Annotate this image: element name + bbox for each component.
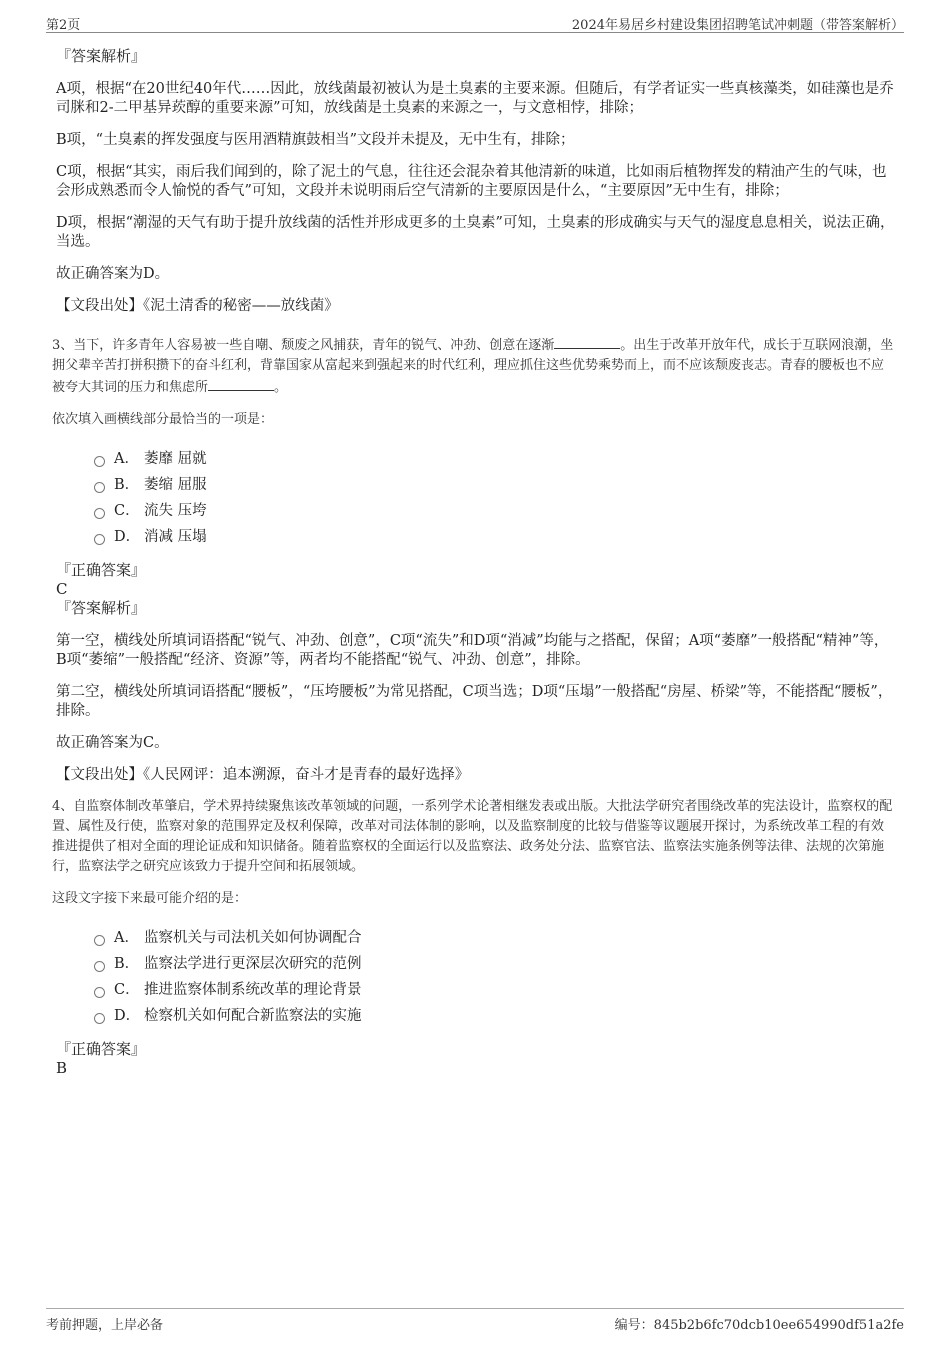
option-text: 萎缩 屈服 bbox=[144, 477, 207, 493]
q3-answer: C bbox=[56, 580, 68, 598]
q4-stem: 4、自监察体制改革肇启，学术界持续聚焦该改革领域的问题，一系列学术论著相继发表或出版。大批法学研究者围绕改革的宪法设计，监察权的配置、属性及行使，监察对象的范围界定及权利保障，改革对司法体制的影响，以及监察制度的比较与借鉴等议题展开探讨，为系统改革工程的有效推进提供了相对全面的理论证成和知识储备。随着监察权的全面运行以及监察法、政务处分法、监察官法、监察法实施条例等法律、法规的次第施行，监察法学之研究应该致力于提升空间和拓展领域。 bbox=[52, 799, 893, 874]
blank-line bbox=[208, 376, 274, 391]
q3-analysis-para: 第一空，横线处所填词语搭配“锐气、冲劲、创意”，C项“流失”和D项“消减”均能与之搭配，保留；A项“萎靡”一般搭配“精神”等，B项“萎缩”一般搭配“经济、资源”等，两者均不能搭配“锐气、冲劲、创意”，排除。 bbox=[56, 633, 889, 668]
option-text: 流失 压垮 bbox=[144, 503, 207, 519]
page-number: 第2页 bbox=[46, 18, 81, 33]
q3-stem bbox=[52, 334, 896, 398]
radio-icon[interactable] bbox=[94, 1013, 105, 1024]
q3-analysis-para: 第二空，横线处所填词语搭配“腰板”，“压垮腰板”为常见搭配，C项当选；D项“压塌”一般搭配“房屋、桥梁”等，不能搭配“腰板”，排除。 bbox=[56, 684, 893, 719]
radio-icon[interactable] bbox=[94, 482, 105, 493]
blank-line bbox=[554, 334, 620, 349]
option-text: 监察法学进行更深层次研究的范例 bbox=[144, 956, 362, 972]
option-text: 萎靡 屈就 bbox=[144, 451, 207, 467]
q3-source: 【文段出处】《人民网评：追本溯源，奋斗才是青春的最好选择》 bbox=[56, 767, 470, 783]
footer-code: 编号：845b2b6fc70dcb10ee654990df51a2fe bbox=[614, 1318, 904, 1333]
option-label: B． bbox=[114, 956, 140, 972]
q2-analysis-title: 『答案解析』 bbox=[56, 47, 147, 65]
option-label: B． bbox=[114, 477, 140, 493]
q3-stem-part3: 。 bbox=[274, 380, 288, 395]
q3-option-a[interactable] bbox=[94, 446, 896, 472]
radio-icon[interactable] bbox=[94, 961, 105, 972]
q2-source: 【文段出处】《泥土清香的秘密——放线菌》 bbox=[56, 298, 339, 314]
option-label: C． bbox=[114, 503, 140, 519]
page-content bbox=[52, 44, 896, 1077]
page-header bbox=[46, 14, 904, 33]
q2-analysis-para: A项，根据“在20世纪40年代……因此，放线菌最初被认为是土臭素的主要来源。但随后，有学者证实一些真核藻类，如硅藻也是乔司脒和2-二甲基异莰醇的重要来源”可知，放线菌是土臭素的来源之一，与文意相悖，排除； bbox=[56, 81, 894, 116]
q4-option-c[interactable] bbox=[94, 977, 896, 1003]
document-title: 2024年易居乡村建设集团招聘笔试冲刺题（带答案解析） bbox=[571, 18, 904, 33]
radio-icon[interactable] bbox=[94, 508, 105, 519]
radio-icon[interactable] bbox=[94, 935, 105, 946]
option-label: D． bbox=[114, 529, 141, 545]
q3-analysis-title: 『答案解析』 bbox=[56, 599, 147, 617]
option-text: 检察机关如何配合新监察法的实施 bbox=[144, 1008, 362, 1024]
q3-options bbox=[94, 446, 896, 550]
q4-options bbox=[94, 925, 896, 1029]
radio-icon[interactable] bbox=[94, 987, 105, 998]
option-text: 监察机关与司法机关如何协调配合 bbox=[144, 930, 362, 946]
q3-stem-part2: 。出生于改革开放年代，成长于互联网浪潮，坐拥父辈辛苦打拼积攒下的奋斗红利，背靠国家从富起来到强起来的时代红利，理应抓住这些优势乘势而上，而不应该颓废丧志。青春的腰板也不应被夸大其词的压力和焦虑所 bbox=[52, 338, 894, 395]
q4-answer-title: 『正确答案』 bbox=[56, 1040, 147, 1058]
option-text: 推进监察体制系统改革的理论背景 bbox=[144, 982, 362, 998]
option-label: D． bbox=[114, 1008, 141, 1024]
q4-option-a[interactable] bbox=[94, 925, 896, 951]
q3-conclusion: 故正确答案为C。 bbox=[56, 735, 169, 751]
q4-option-b[interactable] bbox=[94, 951, 896, 977]
option-text: 消减 压塌 bbox=[144, 529, 207, 545]
q3-option-b[interactable] bbox=[94, 472, 896, 498]
q4-option-d[interactable] bbox=[94, 1003, 896, 1029]
q2-analysis-para: C项，根据“其实，雨后我们闻到的，除了泥土的气息，往往还会混杂着其他清新的味道，比如雨后植物挥发的精油产生的气味，也会形成熟悉而令人愉悦的香气”可知，文段并未说明雨后空气清新的主要原因是什么，“主要原因”无中生有，排除； bbox=[56, 164, 887, 199]
footer-slogan: 考前押题，上岸必备 bbox=[46, 1318, 164, 1333]
q4-ask: 这段文字接下来最可能介绍的是： bbox=[52, 891, 248, 906]
option-label: C． bbox=[114, 982, 140, 998]
q2-analysis-para: B项，“土臭素的挥发强度与医用酒精旗鼓相当”文段并未提及，无中生有，排除； bbox=[56, 132, 575, 148]
q3-ask: 依次填入画横线部分最恰当的一项是： bbox=[52, 412, 274, 427]
q3-option-c[interactable] bbox=[94, 498, 896, 524]
radio-icon[interactable] bbox=[94, 456, 105, 467]
option-label: A． bbox=[114, 451, 139, 467]
q4-answer: B bbox=[56, 1059, 68, 1077]
q3-option-d[interactable] bbox=[94, 524, 896, 550]
option-label: A． bbox=[114, 930, 139, 946]
q3-answer-title: 『正确答案』 bbox=[56, 561, 147, 579]
page-footer bbox=[46, 1308, 904, 1333]
q2-conclusion: 故正确答案为D。 bbox=[56, 266, 170, 282]
radio-icon[interactable] bbox=[94, 534, 105, 545]
q3-stem-part1: 3、当下，许多青年人容易被一些自嘲、颓废之风捕获，青年的锐气、冲劲、创意在逐渐 bbox=[52, 338, 555, 353]
q2-analysis-para: D项，根据“潮湿的天气有助于提升放线菌的活性并形成更多的土臭素”可知，土臭素的形成确实与天气的湿度息息相关，说法正确，当选。 bbox=[56, 215, 895, 250]
